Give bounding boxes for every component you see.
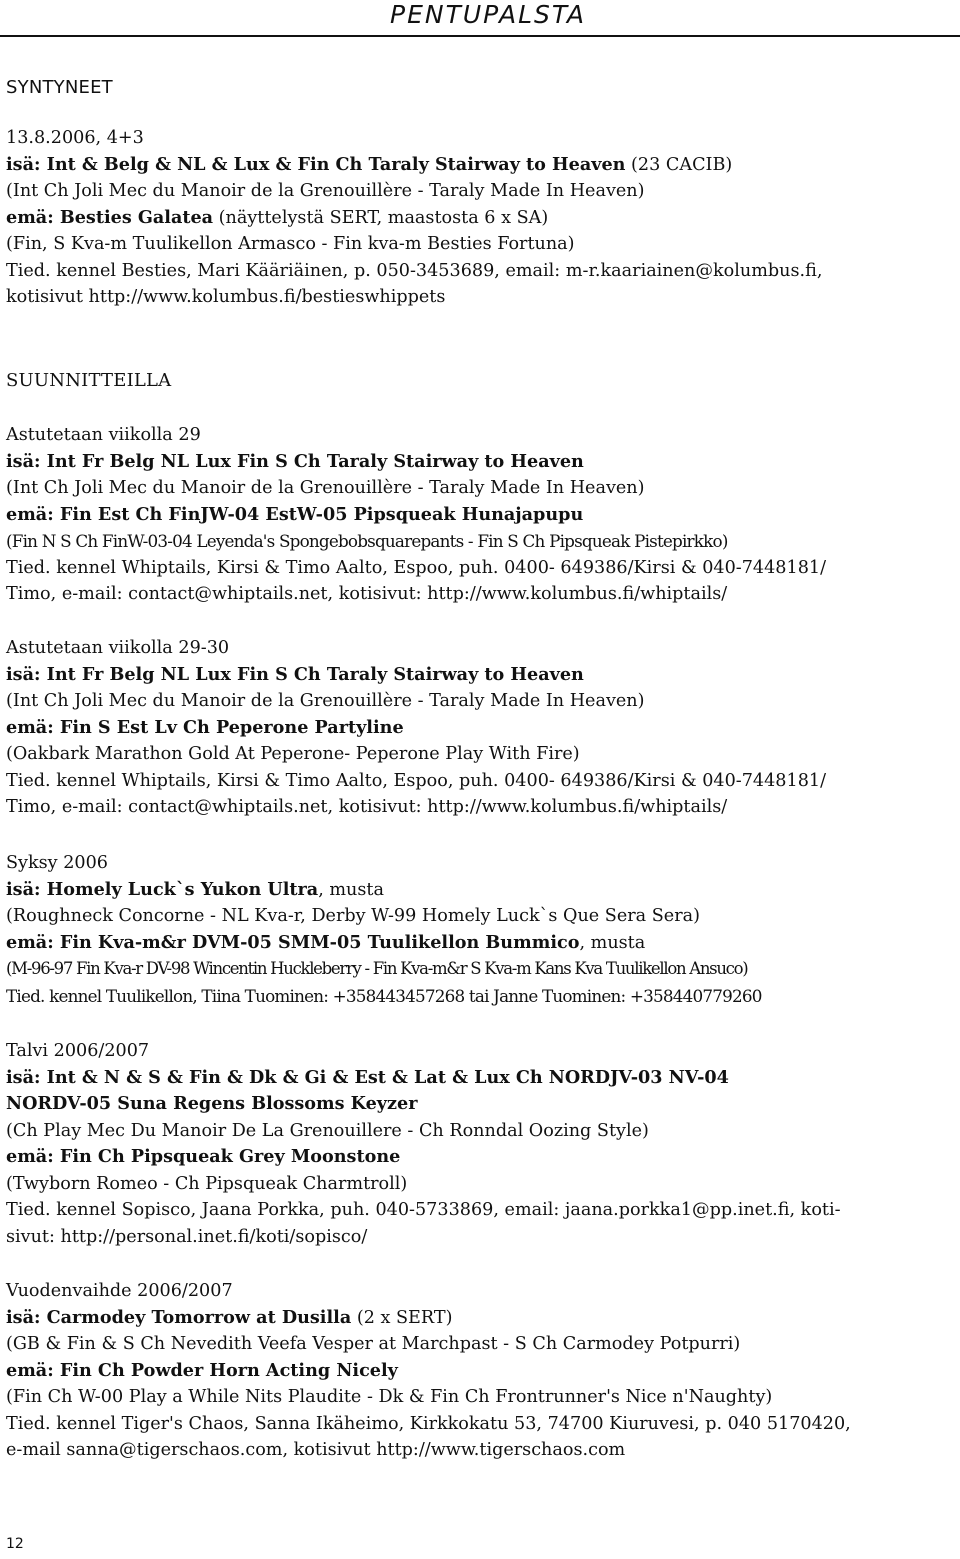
sire-label: isä: [6, 878, 47, 900]
dam-line [6, 205, 956, 232]
sire-name: Int Fr Belg NL Lux Fin S Ch Taraly Stairway to Heaven [46, 663, 584, 685]
section-heading-born: SYNTYNEET [6, 77, 113, 98]
sire-label: isä: [6, 663, 47, 685]
dam-name: Besties Galatea [59, 206, 214, 228]
contact-line-1: Tied. kennel Tuulikellon, Tiina Tuominen: +358443457268 tai Janne Tuominen: +358440779260 [6, 985, 762, 1006]
litter-when: Syksy 2006 [6, 853, 108, 873]
sire-parents: (Int Ch Joli Mec du Manoir de la Grenouillère - Taraly Made In Heaven) [6, 478, 645, 498]
contact-line-1: Tied. kennel Besties, Mari Kääriäinen, p. 050-3453689, email: m-r.kaariainen@kolumbus.fi, [6, 260, 823, 281]
dam-parents: (M-96-97 Fin Kva-r DV-98 Wincentin Huckleberry - Fin Kva-m&r S Kva-m Kans Kva Tuulikellon Ansuco) [6, 959, 748, 978]
sire-name-2: NORDV-05 Suna Regens Blossoms Keyzer [6, 1093, 418, 1114]
page-header-title: PENTUPALSTA [390, 0, 586, 29]
planned-litter-1 [6, 422, 956, 608]
litter-date: 13.8.2006, 4+3 [6, 128, 144, 148]
dam-parents: (Oakbark Marathon Gold At Peperone- Peperone Play With Fire) [6, 744, 580, 764]
sire-parents: (Int Ch Joli Mec du Manoir de la Grenouillère - Taraly Made In Heaven) [6, 181, 645, 201]
dam-name: Fin Ch Powder Horn Acting Nicely [59, 1359, 398, 1381]
sire-label: isä: [6, 1306, 47, 1328]
dam-name: Fin Est Ch FinJW-04 EstW-05 Pipsqueak Hunajapupu [59, 503, 584, 525]
contact-line-1: Tied. kennel Whiptails, Kirsi & Timo Aalto, Espoo, puh. 0400- 649386/Kirsi & 040-7448181/ [6, 557, 827, 578]
dam-parents: (Fin N S Ch FinW-03-04 Leyenda's Spongebobsquarepants - Fin S Ch Pipsqueak Pistepirkko) [6, 531, 728, 551]
dam-extra: (näyttelystä SERT, maastosta 6 x SA) [213, 207, 549, 228]
litter-when: Astutetaan viikolla 29-30 [6, 638, 230, 658]
contact-line-1: Tied. kennel Sopisco, Jaana Porkka, puh. 040-5733869, email: jaana.porkka1@pp.inet.fi, koti- [6, 1200, 841, 1220]
dam-line [6, 1144, 956, 1171]
sire-label: isä: [6, 450, 47, 472]
dam-parents: (Fin Ch W-00 Play a While Nits Plaudite - Dk & Fin Ch Frontrunner's Nice n'Naughty) [6, 1387, 773, 1407]
dam-extra: , musta [579, 932, 646, 953]
dam-line [6, 502, 956, 529]
section-heading-planned: SUUNNITTEILLA [6, 370, 172, 391]
contact-line-2: Timo, e-mail: contact@whiptails.net, kotisivut: http://www.kolumbus.fi/whiptails/ [6, 584, 728, 604]
contact-line-2: e-mail sanna@tigerschaos.com, kotisivut http://www.tigerschaos.com [6, 1440, 626, 1460]
dam-name: Fin Ch Pipsqueak Grey Moonstone [59, 1146, 401, 1167]
dam-label: emä: [6, 716, 60, 738]
sire-extra: (23 CACIB) [625, 154, 733, 175]
dam-parents: (Fin, S Kva-m Tuulikellon Armasco - Fin kva-m Besties Fortuna) [6, 234, 575, 254]
sire-parents: (Int Ch Joli Mec du Manoir de la Grenouillère - Taraly Made In Heaven) [6, 691, 645, 711]
sire-parents: (GB & Fin & S Ch Nevedith Veefa Vesper at Marchpast - S Ch Carmodey Potpurri) [6, 1334, 741, 1354]
contact-line-1: Tied. kennel Whiptails, Kirsi & Timo Aalto, Espoo, puh. 0400- 649386/Kirsi & 040-7448181/ [6, 770, 827, 791]
sire-name-1: Int & N & S & Fin & Dk & Gi & Est & Lat & Lux Ch NORDJV-03 NV-04 [46, 1066, 729, 1088]
sire-name: Int & Belg & NL & Lux & Fin Ch Taraly Stairway to Heaven [46, 153, 626, 175]
dam-label: emä: [6, 206, 60, 228]
page-number: 12 [6, 1536, 24, 1552]
litter-when: Vuodenvaihde 2006/2007 [6, 1281, 233, 1301]
contact-line-2: Timo, e-mail: contact@whiptails.net, kotisivut: http://www.kolumbus.fi/whiptails/ [6, 797, 728, 817]
dam-label: emä: [6, 503, 60, 525]
sire-name: Int Fr Belg NL Lux Fin S Ch Taraly Stairway to Heaven [46, 450, 584, 472]
contact-line-2: kotisivut http://www.kolumbus.fi/bestieswhippets [6, 287, 446, 307]
sire-extra: (2 x SERT) [351, 1307, 453, 1328]
planned-litter-2 [6, 635, 956, 821]
born-litter [6, 125, 956, 311]
litter-when: Talvi 2006/2007 [6, 1041, 150, 1061]
sire-line [6, 662, 956, 689]
sire-extra: , musta [318, 879, 384, 900]
dam-name: Fin Kva-m&r DVM-05 SMM-05 Tuulikellon Bummico [59, 931, 580, 953]
planned-litter-4 [6, 1038, 956, 1250]
dam-line [6, 930, 956, 957]
dam-label: emä: [6, 931, 60, 953]
planned-litter-5 [6, 1278, 956, 1464]
contact-line-2: sivut: http://personal.inet.fi/koti/sopisco/ [6, 1226, 368, 1247]
sire-line [6, 1065, 956, 1092]
dam-parents: (Twyborn Romeo - Ch Pipsqueak Charmtroll) [6, 1173, 408, 1194]
sire-line [6, 877, 956, 904]
planned-litter-3 [6, 850, 956, 1009]
litter-when: Astutetaan viikolla 29 [6, 425, 201, 445]
sire-parents: (Roughneck Concorne - NL Kva-r, Derby W-99 Homely Luck`s Que Sera Sera) [6, 906, 700, 926]
sire-line [6, 152, 956, 179]
sire-name: Carmodey Tomorrow at Dusilla [46, 1306, 352, 1328]
dam-line [6, 715, 956, 742]
sire-line [6, 449, 956, 476]
dam-label: emä: [6, 1146, 60, 1167]
sire-label: isä: [6, 1066, 47, 1088]
sire-label: isä: [6, 153, 47, 175]
sire-name: Homely Luck`s Yukon Ultra [46, 878, 319, 900]
dam-name: Fin S Est Lv Ch Peperone Partyline [59, 716, 404, 738]
header-rule [0, 35, 960, 37]
sire-line [6, 1305, 956, 1332]
dam-label: emä: [6, 1359, 60, 1381]
contact-line-1: Tied. kennel Tiger's Chaos, Sanna Ikäheimo, Kirkkokatu 53, 74700 Kiuruvesi, p. 040 5170420, [6, 1413, 851, 1434]
sire-parents: (Ch Play Mec Du Manoir De La Grenouillere - Ch Ronndal Oozing Style) [6, 1120, 649, 1141]
dam-line [6, 1358, 956, 1385]
